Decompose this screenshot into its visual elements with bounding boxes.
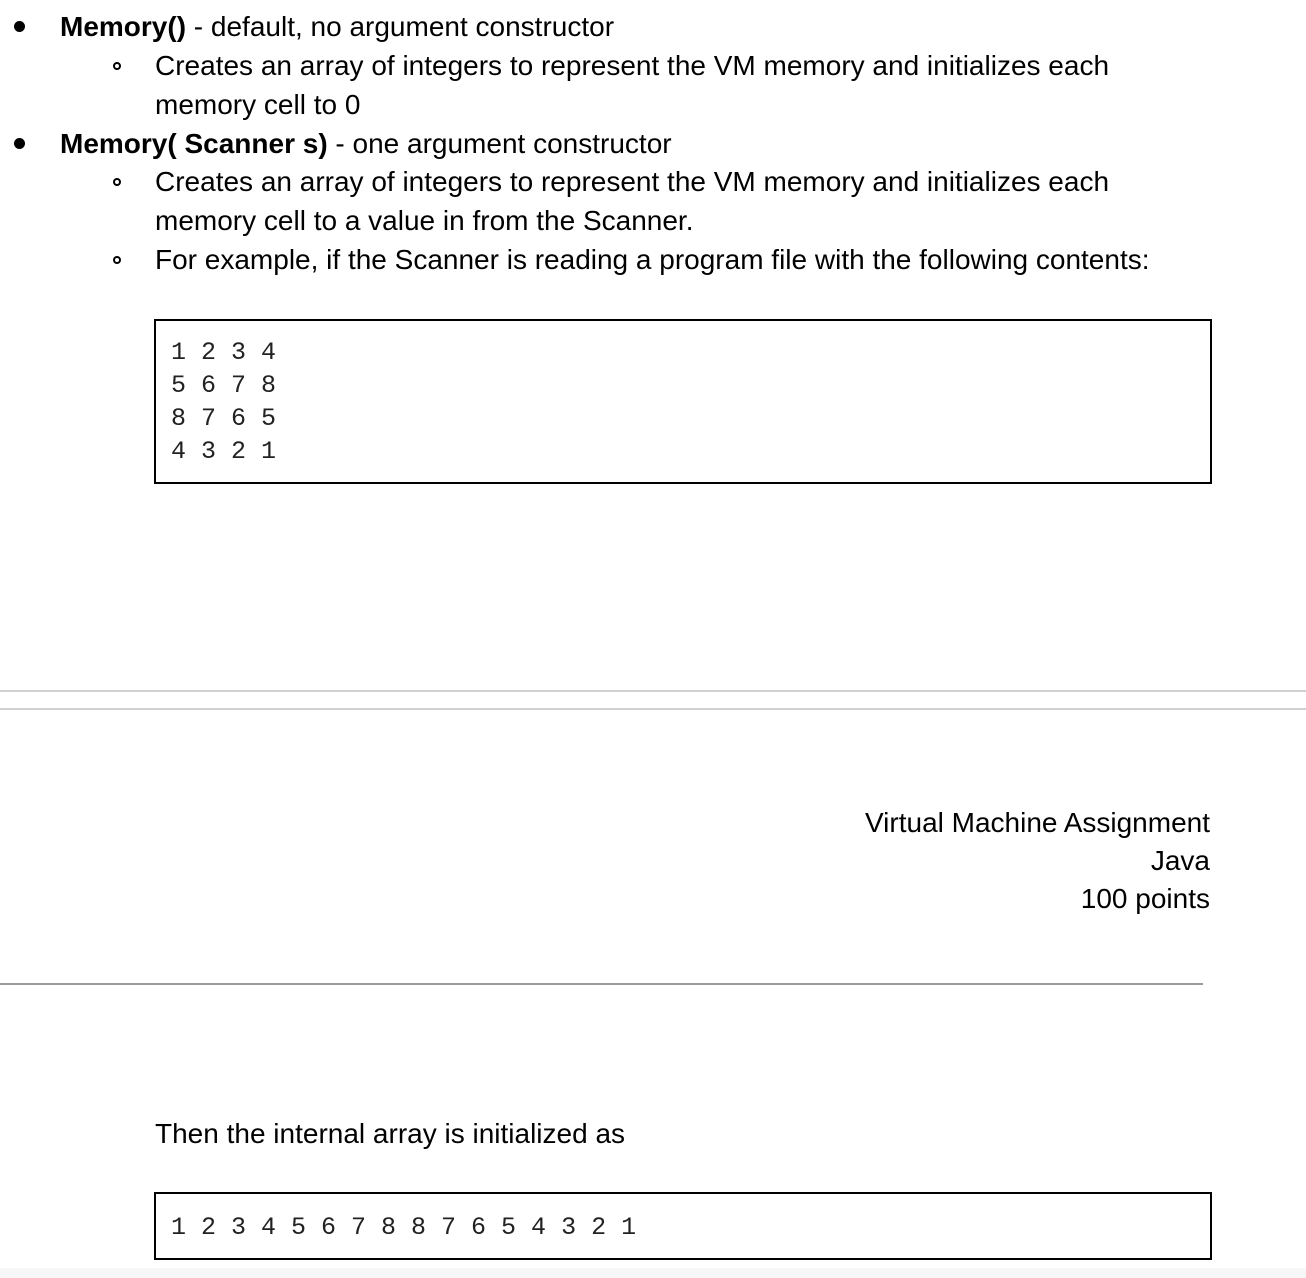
array-box [154,1192,1212,1260]
program-file-line-4: 4 3 2 1 [171,437,277,466]
header-language: Java [1150,845,1210,876]
item-1-heading [60,7,614,46]
item-2-sub-1-line-2: memory cell to a value in from the Scanner. [155,205,694,236]
item-2-signature: Memory( Scanner s) [60,128,328,159]
program-file-line-2: 5 6 7 8 [171,371,277,400]
item-1-sub-1-line-1: Creates an array of integers to represent the VM memory and initializes each [155,50,1110,81]
item-1-signature: Memory() [60,11,187,42]
item-1-sub-1-line-2: memory cell to 0 [155,89,361,120]
item-2-heading [60,124,672,163]
array-line: 1 2 3 4 5 6 7 8 8 7 6 5 4 3 2 1 [171,1213,637,1242]
item-1-description: - default, no argument constructor [186,11,615,42]
page-break-bottom-line [0,708,1306,710]
header-title: Virtual Machine Assignment [865,807,1210,838]
program-file-line-3: 8 7 6 5 [171,404,277,433]
item-2-description: - one argument constructor [327,128,672,159]
then-text: Then the internal array is initialized as [155,1118,626,1149]
program-file-line-1: 1 2 3 4 [171,338,277,367]
header-rule [0,983,1203,985]
item-2-sub-2-line-1: For example, if the Scanner is reading a program file with the following contents: [155,244,1150,275]
sub-bullet-2-1 [113,178,121,186]
bullet-1 [14,21,25,32]
sub-bullet-1-1 [113,62,121,70]
header-points: 100 points [1080,883,1210,914]
item-2-sub-1-line-1: Creates an array of integers to represent the VM memory and initializes each [155,166,1110,197]
page-bottom-edge [0,1268,1306,1278]
page-break-top-line [0,690,1306,692]
program-file-box [154,319,1212,484]
sub-bullet-2-2 [113,256,121,264]
bullet-2 [14,138,25,149]
